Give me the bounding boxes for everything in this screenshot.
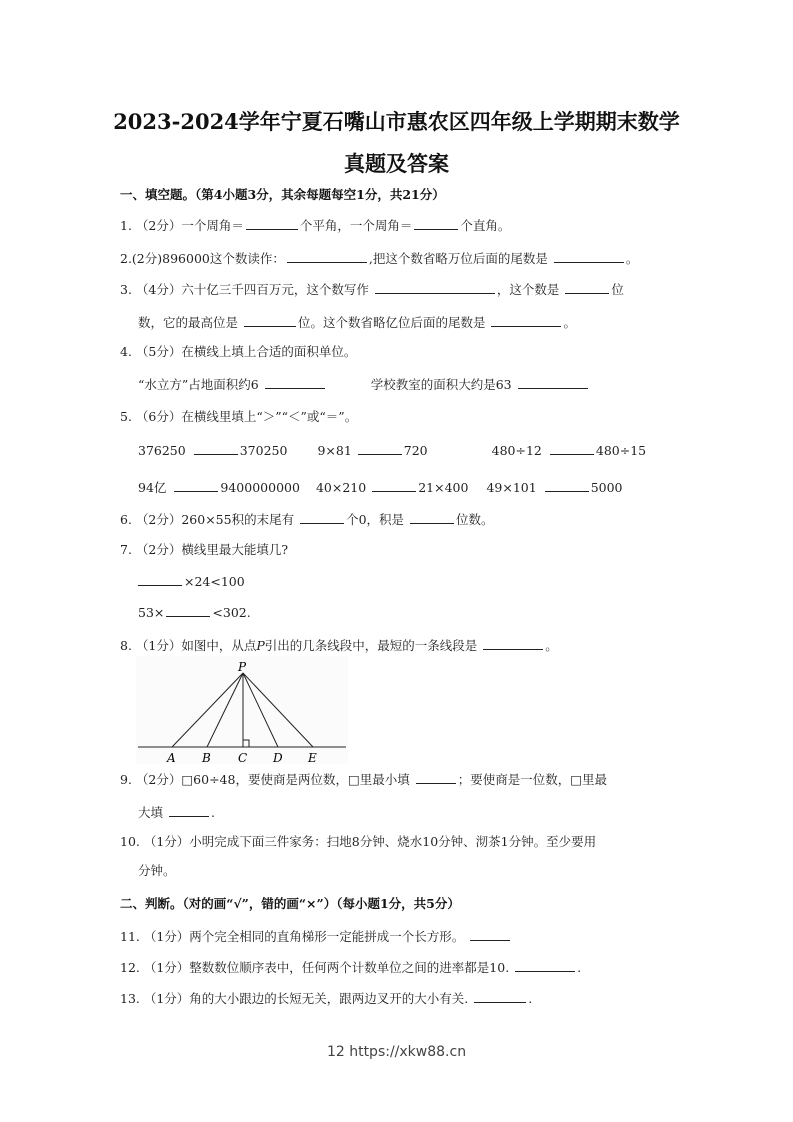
question-1 (120, 217, 510, 234)
q-text: ；要使商是一位数，□里最 (457, 772, 608, 787)
answer-blank[interactable] (194, 442, 238, 455)
answer-blank[interactable] (166, 604, 210, 617)
question-11 (120, 928, 512, 945)
q-text: 370250 (239, 443, 288, 458)
answer-blank[interactable] (550, 442, 594, 455)
answer-blank[interactable] (483, 637, 543, 650)
q-text: 3. （4分）六十亿三千四百万元，这个数写作 (120, 282, 373, 297)
q-text: 12. （1分）整数数位顺序表中，任何两个计数单位之间的进率都是10. (120, 960, 514, 975)
answer-blank[interactable] (515, 959, 575, 972)
answer-blank[interactable] (174, 479, 218, 492)
q-text: 13. （1分）角的大小跟边的长短无关，跟两边叉开的大小有关. (120, 991, 473, 1006)
question-13 (120, 990, 532, 1007)
section-heading: 二、判断。（对的画“√”，错的画“×”）（每小题1分，共5分） (120, 896, 460, 911)
answer-blank[interactable] (244, 314, 296, 327)
question-2 (120, 250, 638, 267)
point-label-c: C (238, 751, 248, 765)
q-text: ×24<100 (184, 574, 245, 589)
q-text: . (528, 991, 533, 1006)
line-segments-figure (136, 656, 348, 768)
q-text: 6. （2分）260×55积的末尾有 (120, 512, 299, 527)
question-6 (120, 511, 494, 528)
question-7: 7. （2分）横线里最大能填几? (120, 542, 289, 557)
q-text: 5000 (590, 480, 623, 495)
q-text: 376250 (138, 443, 186, 458)
answer-blank[interactable] (565, 281, 609, 294)
q-text: 11. （1分）两个完全相同的直角梯形一定能拼成一个长方形。 (120, 929, 469, 944)
question-12 (120, 959, 581, 976)
question-10: 10. （1分）小明完成下面三件家务：扫地8分钟、烧水10分钟、沏茶1分钟。至少要用 (120, 834, 597, 849)
point-label-a: A (167, 751, 176, 765)
q-text: 480÷15 (595, 443, 647, 458)
q-text: 引出的几条线段中，最短的一条线段是 (264, 638, 482, 653)
q-text: 个直角。 (460, 218, 511, 233)
q-text: 2.(2分)896000这个数读作： (120, 251, 285, 266)
q-text: 位数。 (456, 512, 494, 527)
q-text: 49×101 (486, 480, 537, 495)
point-label-d: D (273, 751, 283, 765)
question-8 (120, 637, 558, 654)
q-text: 480÷12 (491, 443, 542, 458)
answer-blank[interactable] (372, 479, 416, 492)
q-text: 9. （2分）□60÷48，要使商是两位数，□里最小填 (120, 772, 414, 787)
answer-blank[interactable] (416, 771, 456, 784)
question-3-cont (138, 314, 576, 331)
page-footer: 12 https://xkw88.cn (326, 1044, 467, 1060)
answer-blank[interactable] (554, 250, 624, 263)
q-text: 个平角，一个周角＝ (299, 218, 413, 233)
q-text: ,把这个数省略万位后面的尾数是 (368, 251, 552, 266)
q-text: 位。这个数省略亿位后面的尾数是 (297, 315, 490, 330)
point-label-e: E (308, 751, 317, 765)
q-text: 720 (403, 443, 428, 458)
answer-blank[interactable] (375, 281, 495, 294)
q-text: 8. （1分）如图中，从点 (120, 638, 257, 653)
point-label-b: B (202, 751, 211, 765)
q-text: 1. （2分）一个周角＝ (120, 218, 244, 233)
q-text: 21×400 (418, 480, 469, 495)
q-text: . (210, 805, 215, 820)
document-title: 2023-2024学年宁夏石嘴山市惠农区四年级上学期期末数学 (113, 109, 680, 134)
q-text: ，这个数是 (496, 282, 564, 297)
q-text: “水立方”占地面积约6 (138, 377, 263, 392)
q-text: P (256, 638, 265, 653)
answer-blank[interactable] (358, 442, 402, 455)
q-text: 9400000000 (220, 480, 300, 495)
q-text: 数，它的最高位是 (138, 315, 242, 330)
answer-blank[interactable] (474, 990, 526, 1003)
q-text: 9×81 (317, 443, 352, 458)
question-9 (120, 771, 607, 788)
question-10-cont: 分钟。 (138, 863, 176, 878)
question-4: 4. （5分）在横线上填上合适的面积单位。 (120, 344, 357, 359)
answer-blank[interactable] (169, 804, 209, 817)
q-text: 。 (563, 315, 576, 330)
answer-blank[interactable] (410, 511, 454, 524)
q-text: 。 (545, 638, 558, 653)
answer-blank[interactable] (287, 250, 367, 263)
question-4-items (138, 376, 590, 393)
q-text: 。 (625, 251, 639, 266)
question-3 (120, 281, 624, 298)
answer-blank[interactable] (246, 217, 298, 230)
q-text: <302. (212, 605, 251, 620)
answer-blank[interactable] (491, 314, 561, 327)
answer-blank[interactable] (138, 573, 182, 586)
answer-blank[interactable] (300, 511, 344, 524)
question-9-cont (138, 804, 215, 821)
q-text: . (577, 960, 582, 975)
question-5-row1 (138, 442, 646, 459)
question-7-a (138, 573, 245, 590)
q-text: 53× (138, 605, 165, 620)
answer-blank[interactable] (545, 479, 589, 492)
q-text: 94亿 (138, 480, 167, 495)
question-7-b (138, 604, 251, 621)
q-text: 位 (611, 282, 624, 297)
answer-blank[interactable] (265, 376, 325, 389)
question-5: 5. （6分）在横线里填上“＞”“＜”或“＝”。 (120, 409, 358, 424)
document-title-cont: 真题及答案 (344, 151, 449, 176)
q-text: 学校教室的面积大约是63 (370, 377, 516, 392)
q-text: 个0，积是 (346, 512, 409, 527)
section-heading: 一、填空题。（第4小题3分，其余每题每空1分，共21分） (120, 187, 445, 202)
answer-blank[interactable] (414, 217, 458, 230)
answer-blank[interactable] (470, 928, 510, 941)
q-text: 大填 (138, 805, 167, 820)
question-5-row2 (138, 479, 623, 496)
point-label-p: P (238, 660, 247, 674)
q-text: 40×210 (315, 480, 367, 495)
answer-blank[interactable] (518, 376, 588, 389)
